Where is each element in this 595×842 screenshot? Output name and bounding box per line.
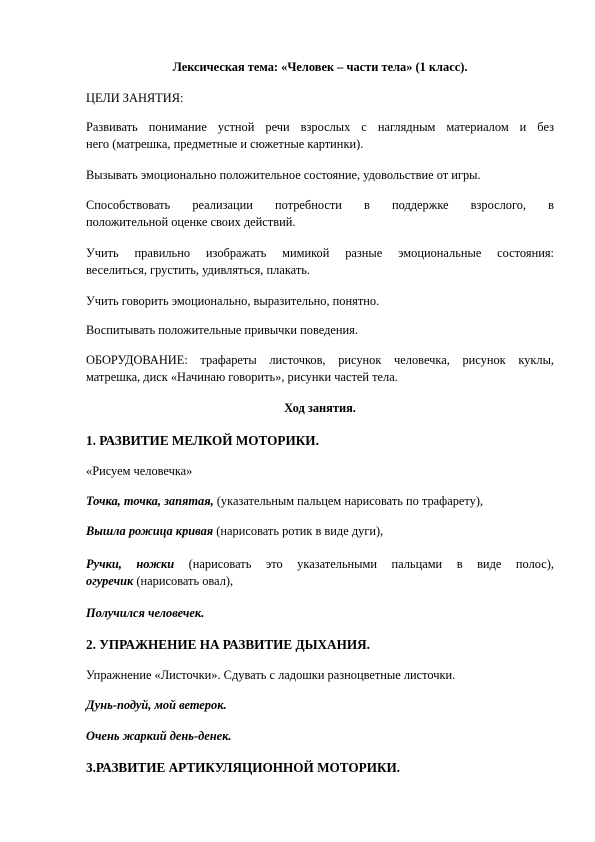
verse-line: Получился человечек. [86, 606, 205, 620]
goal-paragraph [86, 293, 554, 310]
goal-line: веселиться, грустить, удивляться, плакать. [86, 263, 310, 277]
goal-line: положительной оценке своих действий. [86, 215, 296, 229]
goal-paragraph [86, 167, 554, 184]
equipment-line: матрешка, диск «Начинаю говорить», рисунки частей тела. [86, 370, 398, 384]
verse-text: Точка, точка, запятая, [86, 494, 214, 508]
verse-line [86, 493, 554, 510]
goal-paragraph [86, 119, 554, 153]
goal-line: Воспитывать положительные привычки поведения. [86, 323, 358, 337]
section-heading-breathing: 2. УПРАЖНЕНИЕ НА РАЗВИТИЕ ДЫХАНИЯ. [86, 637, 370, 652]
verse-line: Дунь-подуй, мой ветерок. [86, 698, 227, 712]
instruction-text: (указательным пальцем нарисовать по трафарету), [213, 494, 484, 508]
goal-line: него (матрешка, предметные и сюжетные картинки). [86, 137, 364, 151]
section-heading-articulation: 3.РАЗВИТИЕ АРТИКУЛЯЦИОННОЙ МОТОРИКИ. [86, 760, 401, 775]
instruction-text: (нарисовать овал), [133, 574, 234, 588]
exercise-subtitle: «Рисуем человечка» [86, 464, 193, 478]
goals-heading: ЦЕЛИ ЗАНЯТИЯ: [86, 91, 184, 105]
goal-paragraph [86, 245, 554, 279]
page-title: Лексическая тема: «Человек – части тела» (1 класс). [172, 60, 468, 74]
verse-text: огуречик [86, 574, 134, 588]
exercise-description: Упражнение «Листочки». Сдувать с ладошки разноцветные листочки. [86, 668, 456, 682]
goal-line: Учить говорить эмоционально, выразительно, понятно. [86, 294, 380, 308]
verse-line [86, 523, 554, 540]
verse-text: Вышла рожица кривая [86, 524, 214, 538]
goal-line: Учить правильно изображать мимикой разные эмоциональные состояния: [86, 246, 554, 260]
goal-line: Вызывать эмоционально положительное состояние, удовольствие от игры. [86, 168, 481, 182]
verse-line: Очень жаркий день-денек. [86, 729, 232, 743]
verse-line [86, 573, 554, 590]
goal-line: Развивать понимание устной речи взрослых с наглядным материалом и без [86, 120, 554, 134]
instruction-text: (нарисовать это указательными пальцами в виде полос), [174, 557, 554, 571]
equipment-paragraph [86, 352, 554, 386]
goal-line: Способствовать реализации потребности в поддержке взрослого, в [86, 198, 554, 212]
section-heading-fine-motor: 1. РАЗВИТИЕ МЕЛКОЙ МОТОРИКИ. [86, 433, 319, 448]
instruction-text: (нарисовать ротик в виде дуги), [213, 524, 384, 538]
goal-paragraph [86, 322, 554, 339]
verse-text: Ручки, ножки [86, 557, 175, 571]
verse-line [86, 556, 554, 573]
goal-paragraph [86, 197, 554, 231]
equipment-line: ОБОРУДОВАНИЕ: трафареты листочков, рисунок человечка, рисунок куклы, [86, 353, 554, 367]
lesson-heading: Ход занятия. [284, 401, 356, 415]
verse-paragraph [86, 556, 554, 590]
